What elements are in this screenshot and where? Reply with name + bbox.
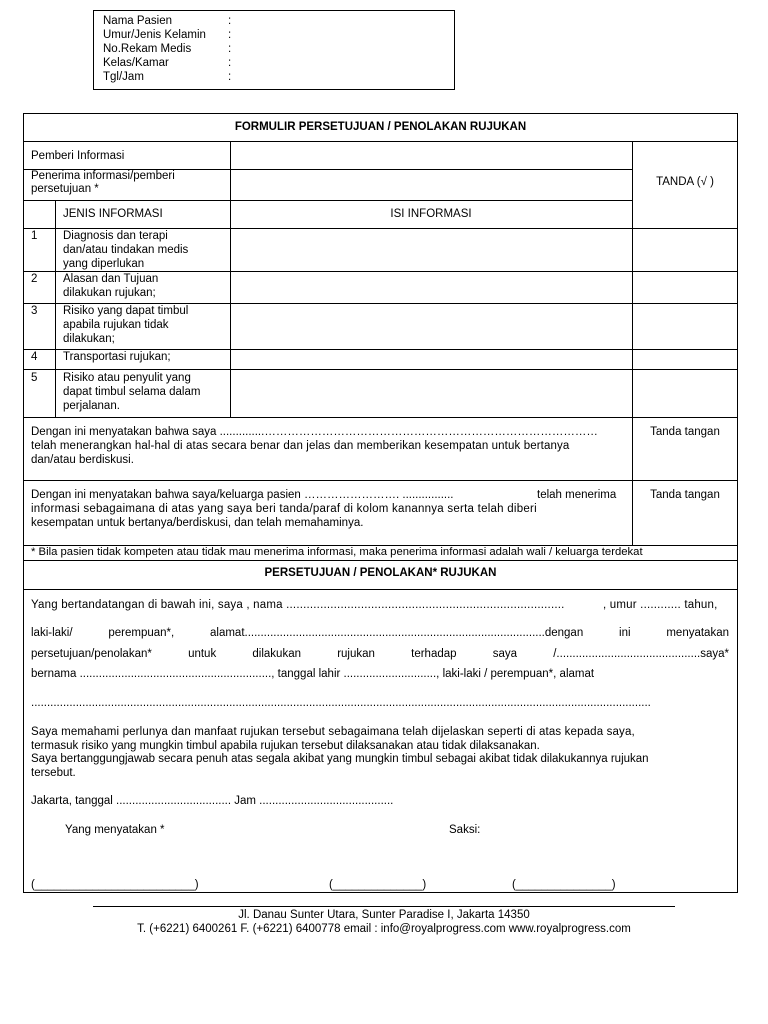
row-label-line: Risiko yang dapat timbul <box>63 305 189 317</box>
tanda-header: TANDA (√ ) <box>656 176 714 188</box>
form-title: FORMULIR PERSETUJUAN / PENOLAKAN RUJUKAN <box>234 121 527 133</box>
consent-word: laki-laki/ <box>31 627 73 639</box>
divider <box>23 349 738 350</box>
yang-menyatakan-label: Yang menyatakan * <box>65 824 165 836</box>
divider <box>230 141 231 417</box>
statement-1-line1: Dengan ini menyatakan bahwa saya ..............…………………………………………………………………………… <box>31 426 598 438</box>
row-number: 1 <box>31 230 38 242</box>
signature-line-patient: (_________________________) <box>31 879 199 891</box>
tanda-tangan-label: Tanda tangan <box>650 426 720 438</box>
colon: : <box>228 15 232 27</box>
consent-word: /.............................................saya* <box>553 648 729 660</box>
consent-line2 <box>31 627 729 640</box>
row-number: 5 <box>31 372 38 384</box>
consent-line4: bernama ............................................................, tanggal lahir ............................., laki-laki / perempuan*, alamat <box>31 668 595 680</box>
statement-2-line3: kesempatan untuk bertanya/berdiskusi, dan telah memahaminya. <box>31 517 364 529</box>
patient-field-date: Tgl/Jam <box>103 71 144 83</box>
colon: : <box>228 57 232 69</box>
divider <box>55 200 56 417</box>
pemberi-label: Pemberi Informasi <box>31 150 125 162</box>
row-label-line: dilakukan rujukan; <box>63 287 156 299</box>
statement-1-line3: dan/atau berdiskusi. <box>31 454 134 466</box>
consent-para1-line2: termasuk risiko yang mungkin timbul apabila rujukan tersebut dilaksanakan atau tidak dilaksanakan. <box>31 740 540 752</box>
row-label-line: Diagnosis dan terapi <box>63 230 168 242</box>
consent-word: menyatakan <box>666 627 729 639</box>
consent-word: persetujuan/penolakan* <box>31 648 152 660</box>
divider <box>23 369 738 370</box>
divider <box>23 141 738 142</box>
consent-word: rujukan <box>337 648 375 660</box>
patient-info-box <box>93 10 455 90</box>
consent-para2-line2: tersebut. <box>31 767 76 779</box>
signature-line-witness-2: (_______________) <box>512 879 616 891</box>
divider <box>632 141 633 545</box>
consent-word: untuk <box>188 648 217 660</box>
consent-line5: .................................................................................................................................................................................................. <box>31 697 651 709</box>
col-jenis-informasi: JENIS INFORMASI <box>63 208 163 220</box>
row-label-line: yang diperlukan <box>63 258 145 270</box>
consent-para1-line1: Saya memahami perlunya dan manfaat rujukan tersebut sebagaimana telah dijelaskan seperti di atas kepada saya, <box>31 726 635 738</box>
col-isi-informasi: ISI INFORMASI <box>390 208 472 220</box>
footer-contact: T. (+6221) 6400261 F. (+6221) 6400778 email : info@royalprogress.com www.royalprogress.com <box>137 923 631 935</box>
divider <box>23 228 738 229</box>
colon: : <box>228 71 232 83</box>
divider <box>23 303 738 304</box>
consent-word: dilakukan <box>252 648 301 660</box>
footnote-competence: * Bila pasien tidak kompeten atau tidak mau menerima informasi, maka penerima informasi adalah wali / keluarga terdekat <box>31 546 643 558</box>
row-number: 4 <box>31 351 38 363</box>
consent-word: alamat..............................................................................................dengan <box>210 627 584 639</box>
patient-field-age-sex: Umur/Jenis Kelamin <box>103 29 206 41</box>
statement-1-line2: telah menerangkan hal-hal di atas secara benar dan jelas dan memberikan kesempatan untuk bertanya <box>31 440 570 452</box>
divider <box>23 271 738 272</box>
colon: : <box>228 29 232 41</box>
consent-title: PERSETUJUAN / PENOLAKAN* RUJUKAN <box>264 567 497 579</box>
consent-line1: Yang bertandatangan di bawah ini, saya , nama .................................................................................. <box>31 599 565 611</box>
saksi-label: Saksi: <box>449 824 481 836</box>
penerima-label-line2: persetujuan * <box>31 183 99 195</box>
row-label-line: dan/atau tindakan medis <box>63 244 189 256</box>
divider <box>23 417 738 418</box>
signature-line-witness-1: (______________) <box>329 879 427 891</box>
row-number: 2 <box>31 273 38 285</box>
consent-line1-end: , umur ............ tahun, <box>603 599 718 611</box>
row-label-line: Risiko atau penyulit yang <box>63 372 191 384</box>
consent-word: saya <box>492 648 518 660</box>
date-line: Jakarta, tanggal .................................... Jam .......................................... <box>31 795 394 807</box>
statement-2-line1-end: telah menerima <box>537 489 617 501</box>
row-label-line: apabila rujukan tidak <box>63 319 169 331</box>
row-label-line: Alasan dan Tujuan <box>63 273 159 285</box>
row-label-line: perjalanan. <box>63 400 120 412</box>
row-number: 3 <box>31 305 38 317</box>
row-label-line: dilakukan; <box>63 333 115 345</box>
divider <box>23 589 738 590</box>
divider <box>23 560 738 561</box>
colon: : <box>228 43 232 55</box>
footer-rule <box>93 906 675 907</box>
footer-address: Jl. Danau Sunter Utara, Sunter Paradise I, Jakarta 14350 <box>238 909 530 921</box>
consent-para2-line1: Saya bertanggungjawab secara penuh atas segala akibat yang mungkin timbul sebagai akibat tidak dilakukannya rujukan <box>31 753 649 765</box>
consent-word: terhadap <box>411 648 457 660</box>
row-label-line: dapat timbul selama dalam <box>63 386 201 398</box>
consent-word: ini <box>619 627 631 639</box>
row-label-line: Transportasi rujukan; <box>63 351 171 363</box>
divider <box>23 200 632 201</box>
tanda-tangan-label: Tanda tangan <box>650 489 720 501</box>
statement-2-line2: informasi sebagaimana di atas yang saya beri tanda/paraf di kolom kanannya serta telah diberi <box>31 503 537 515</box>
penerima-label-line1: Penerima informasi/pemberi <box>31 170 175 182</box>
patient-field-name: Nama Pasien <box>103 15 173 27</box>
divider <box>23 480 738 481</box>
consent-line3 <box>31 648 729 661</box>
consent-word: perempuan*, <box>108 627 175 639</box>
patient-field-room: Kelas/Kamar <box>103 57 169 69</box>
patient-field-record-no: No.Rekam Medis <box>103 43 192 55</box>
statement-2-line1: Dengan ini menyatakan bahwa saya/keluarga pasien ……………………. ................ <box>31 489 454 501</box>
